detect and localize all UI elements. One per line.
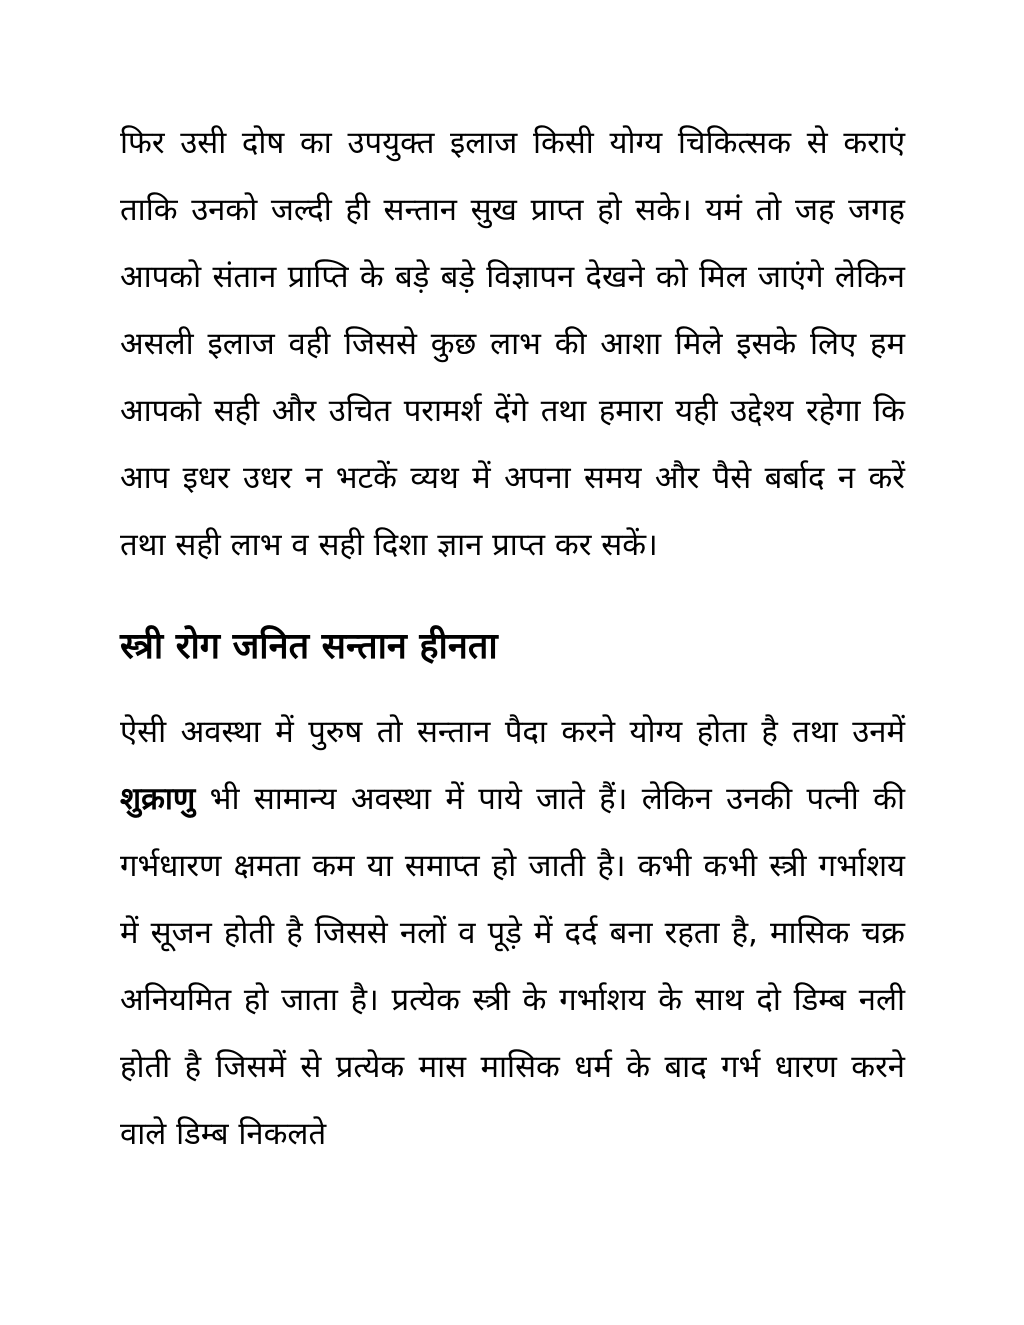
document-page	[120, 110, 905, 1168]
paragraph-text-rest: भी सामान्य अवस्था में पाये जाते हैं। लेकिन उनकी पत्नी की गर्भधारण क्षमता कम या समाप्त हो जाती है। कभी कभी स्त्री गर्भाशय में सूजन होती है जिससे नलों व पूड़े में दर्द बना रहता है, मासिक चक्र अनियमित हो जाता है। प्रत्येक स्त्री के गर्भाशय के साथ दो डिम्ब नली होती है जिसमें से प्रत्येक मास मासिक धर्म के बाद गर्भ धारण करने वाले डिम्ब निकलते	[120, 781, 905, 1152]
paragraph-intro: फिर उसी दोष का उपयुक्त इलाज किसी योग्य चिकित्सक से कराएं ताकि उनको जल्दी ही सन्तान सुख प्राप्त हो सके। यमं तो जह जगह आपको संतान प्राप्ति के बड़े बड़े विज्ञापन देखने को मिल जाएंगे लेकिन असली इलाज वही जिससे कुछ लाभ की आशा मिले इसके लिए हम आपको सही और उचित परामर्श देंगे तथा हमारा यही उद्देश्य रहेगा कि आप इधर उधर न भटकें व्यथ में अपना समय और पैसे बर्बाद न करें तथा सही लाभ व सही दिशा ज्ञान प्राप्त कर सकें।	[120, 125, 905, 563]
paragraph-female-infertility	[120, 699, 905, 1168]
section-heading: स्त्री रोग जनित सन्तान हीनता	[120, 626, 498, 667]
paragraph-text-start: ऐसी अवस्था में पुरुष तो सन्तान पैदा करने योग्य होता है तथा उनमें	[120, 714, 905, 750]
bold-term-shukranu: शुक्राणु	[120, 781, 196, 817]
